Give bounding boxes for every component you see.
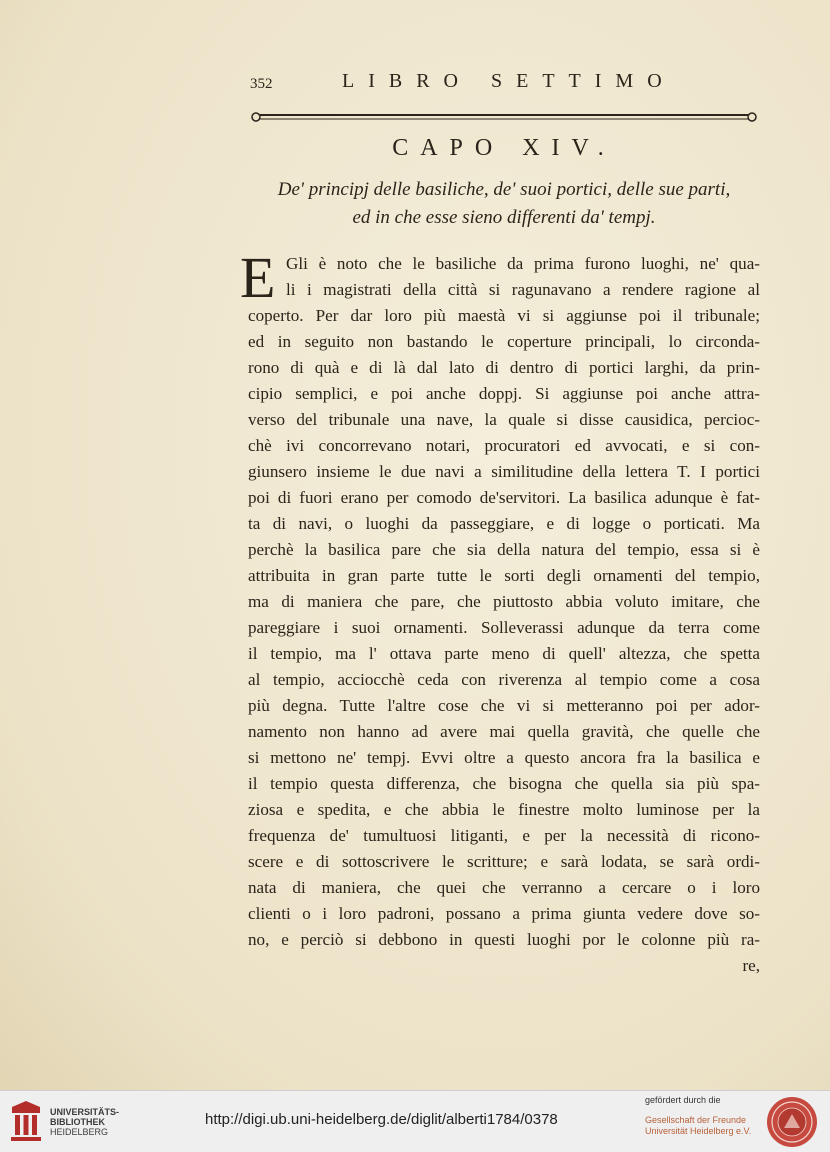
text-line: il tempio, ma l' ottava parte meno di quell' altezza, che spetta xyxy=(248,644,760,663)
library-name-line: BIBLIOTHEK xyxy=(50,1117,105,1127)
text-line: cipio semplici, e poi anche doppj. Si aggiunse poi anche attra- xyxy=(248,384,760,403)
text-line: verso del tribunale una nave, la quale si disse causidica, percioc- xyxy=(248,410,760,429)
body-text xyxy=(240,245,760,979)
text-line: no, e perciò si debbono in questi luoghi por le colonne più ra- xyxy=(248,930,760,949)
text-line: Gli è noto che le basiliche da prima furono luoghi, ne' qua- xyxy=(286,254,760,273)
text-line: frequenza de' tumultuosi litiganti, e per la necessità di ricono- xyxy=(248,826,760,845)
page-number: 352 xyxy=(250,76,273,92)
viewer-footer xyxy=(0,1090,830,1152)
sponsor-name-line: Gesellschaft der Freunde xyxy=(645,1115,747,1125)
ornamental-rule xyxy=(248,110,760,124)
sponsor-name xyxy=(645,1115,760,1137)
library-name[interactable] xyxy=(50,1107,119,1137)
permalink-url[interactable]: http://digi.ub.uni-heidelberg.de/diglit/alberti1784/0378 xyxy=(205,1111,558,1128)
chapter-subtitle xyxy=(248,176,760,232)
text-line: li i magistrati della città si ragunavano a rendere ragione al xyxy=(286,280,760,299)
text-line: coperto. Per dar loro più maestà vi si aggiunse poi il tribunale; xyxy=(248,306,760,325)
text-line: si mettono ne' tempj. Evvi oltre a questo ancora fra la basilica e xyxy=(248,748,760,767)
text-line: al tempio, acciocchè ceda con riverenza al tempio come a cosa xyxy=(248,670,760,689)
subtitle-line: ed in che esse sieno differenti da' tempj. xyxy=(352,207,656,228)
text-line: attribuita in gran parte tutte le sorti degli ornamenti del tempio, xyxy=(248,566,760,585)
text-line: nata di maniera, che quei che verranno a cercare o i loro xyxy=(248,878,760,897)
sponsor-block[interactable] xyxy=(645,1095,760,1137)
text-line: il tempio questa differenza, che bisogna che quella sia più spa- xyxy=(248,774,760,793)
text-line: ed in seguito non bastando le coperture principali, lo circonda- xyxy=(248,332,760,351)
text-line: ma di maniera che pare, che piuttosto abbia voluto imitare, che xyxy=(248,592,760,611)
text-line: clienti o i loro padroni, possano a prima giunta vedere dove so- xyxy=(248,904,760,923)
sponsor-name-line: Universität Heidelberg e.V. xyxy=(645,1126,752,1136)
sponsor-label: gefördert durch die xyxy=(645,1095,721,1105)
text-line: pareggiare i suoi ornamenti. Solleverassi adunque da terra come xyxy=(248,618,760,637)
library-name-line: UNIVERSITÄTS- xyxy=(50,1107,120,1117)
running-head xyxy=(250,70,770,100)
library-city: HEIDELBERG xyxy=(50,1127,109,1137)
subtitle-line: De' principj delle basiliche, de' suoi portici, delle sue parti, xyxy=(277,179,731,200)
text-line: perchè la basilica pare che sia della natura del tempio, essa si è xyxy=(248,540,760,559)
catchword: re, xyxy=(742,956,760,975)
drop-initial: E xyxy=(240,245,276,310)
text-line: ta di navi, o luoghi da passeggiare, e di logge o porticati. Ma xyxy=(248,514,760,533)
text-line: ziosa e spedita, e che abbia le finestre molto luminose per la xyxy=(248,800,760,819)
university-seal-icon[interactable] xyxy=(766,1096,818,1148)
text-line: più degna. Tutte l'altre cose che vi si metteranno poi per ador- xyxy=(248,696,760,715)
university-library-logo-icon[interactable] xyxy=(8,1099,44,1143)
text-line: chè ivi concorrevano notari, procuratori ed avvocati, e si con- xyxy=(248,436,760,455)
text-line: namento non hanno ad avere mai quella gravità, che quelle che xyxy=(248,722,760,741)
text-line: poi di fuori erano per comodo de'servitori. La basilica adunque è fat- xyxy=(248,488,760,507)
chapter-title: CAPO XIV. xyxy=(392,135,616,161)
book-title: LIBRO SETTIMO xyxy=(342,70,676,92)
text-line: giunsero insieme le due navi a similitudine della lettera T. I portici xyxy=(248,462,760,481)
text-line: rono di quà e di là dal lato di dentro di portici larghi, da prin- xyxy=(248,358,760,377)
text-line: scere e di sottoscrivere le scritture; e sarà lodata, se sarà ordi- xyxy=(248,852,760,871)
